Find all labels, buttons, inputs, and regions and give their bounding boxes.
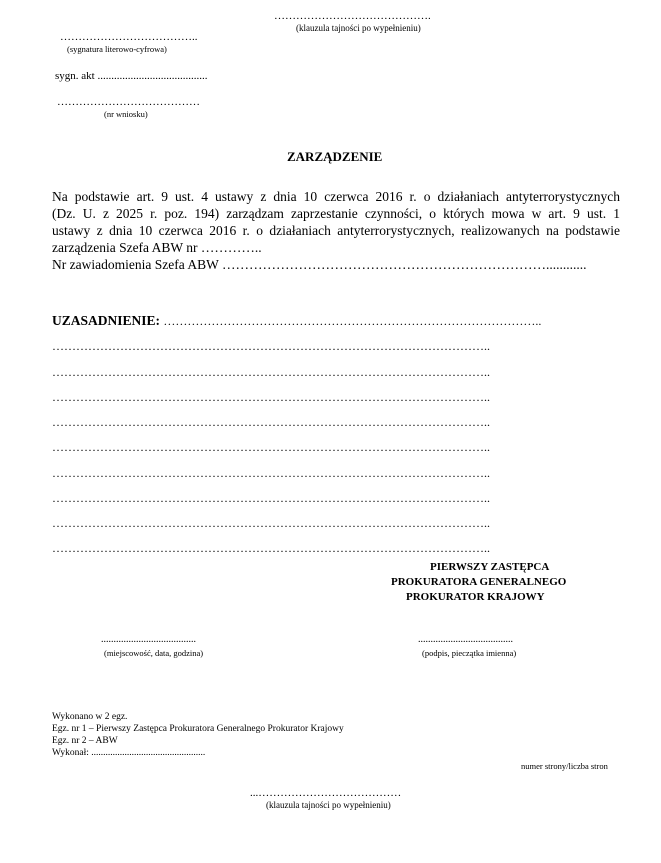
justification-line: ……………………………………………………………………………………………….. [52, 390, 490, 404]
paragraph-line: (Dz. U. z 2025 r. poz. 194) zarządzam zaprzestanie czynności, o których mowa w art. 9 ust. 1 [52, 206, 620, 221]
paragraph-line: ustawy z dnia 10 czerwca 2016 r. o działaniach antyterrorystycznych, realizowanych na podstawie [52, 223, 620, 238]
paragraph-line: Na podstawie art. 9 ust. 4 ustawy z dnia 10 czerwca 2016 r. o działaniach antyterrorystycznych [52, 189, 620, 204]
executed-by: Wykonał: ................................................ [52, 748, 206, 758]
justification-line: ……………………………………………………………………………………………….. [52, 339, 490, 353]
signatory-title-line2: PROKURATORA GENERALNEGO [391, 576, 567, 588]
request-dots: ………………………………… [57, 96, 200, 108]
justification-line: ……………………………………………………………………………………………….. [52, 491, 490, 505]
classification-label-top: (klauzula tajności po wypełnieniu) [296, 23, 421, 33]
signature-stamp-label: (podpis, pieczątka imienna) [422, 648, 517, 658]
paragraph-line: zarządzenia Szefa ABW nr ………….. [52, 240, 262, 255]
copy-2: Egz. nr 2 – ABW [52, 736, 118, 746]
justification-line: ……………………………………………………………………………………………….. [52, 440, 490, 454]
justification-line: ……………………………………………………………………………………………….. [52, 466, 490, 480]
classification-label-bottom: (klauzula tajności po wypełnieniu) [266, 800, 391, 810]
justification-first-dots: ………………………………………………………………………………….. [163, 314, 542, 328]
copy-1: Egz. nr 1 – Pierwszy Zastępca Prokuratora Generalnego Prokurator Krajowy [52, 724, 344, 734]
copies-count: Wykonano w 2 egz. [52, 712, 128, 722]
case-number-field: sygn. akt ........................................ [55, 70, 208, 82]
classification-dots-top: ……………………………………. [274, 10, 431, 22]
justification-line: ……………………………………………………………………………………………….. [52, 541, 490, 555]
signatory-title-line3: PROKURATOR KRAJOWY [406, 591, 545, 603]
justification-label: UZASADNIENIE: [52, 313, 161, 328]
signature-stamp-dots: ...................................... [418, 634, 513, 645]
main-paragraph [52, 188, 620, 273]
place-date-dots: ...................................... [101, 634, 196, 645]
justification-line: ……………………………………………………………………………………………….. [52, 415, 490, 429]
document-title: ZARZĄDZENIE [287, 149, 383, 164]
request-label: (nr wniosku) [104, 109, 148, 119]
justification-heading [52, 313, 541, 329]
signatory-title-line1: PIERWSZY ZASTĘPCA [430, 561, 550, 573]
signature-label: (sygnatura literowo-cyfrowa) [67, 44, 167, 54]
signature-dots: ……………………………….. [60, 31, 198, 43]
justification-line: ……………………………………………………………………………………………….. [52, 365, 490, 379]
justification-line: ……………………………………………………………………………………………….. [52, 516, 490, 530]
classification-dots-bottom: ...………………………………… [250, 787, 402, 799]
paragraph-line: Nr zawiadomienia Szefa ABW ………………………………………………………………............ [52, 257, 587, 272]
page-number-label: numer strony/liczba stron [521, 761, 608, 771]
place-date-label: (miejscowość, data, godzina) [104, 648, 204, 658]
